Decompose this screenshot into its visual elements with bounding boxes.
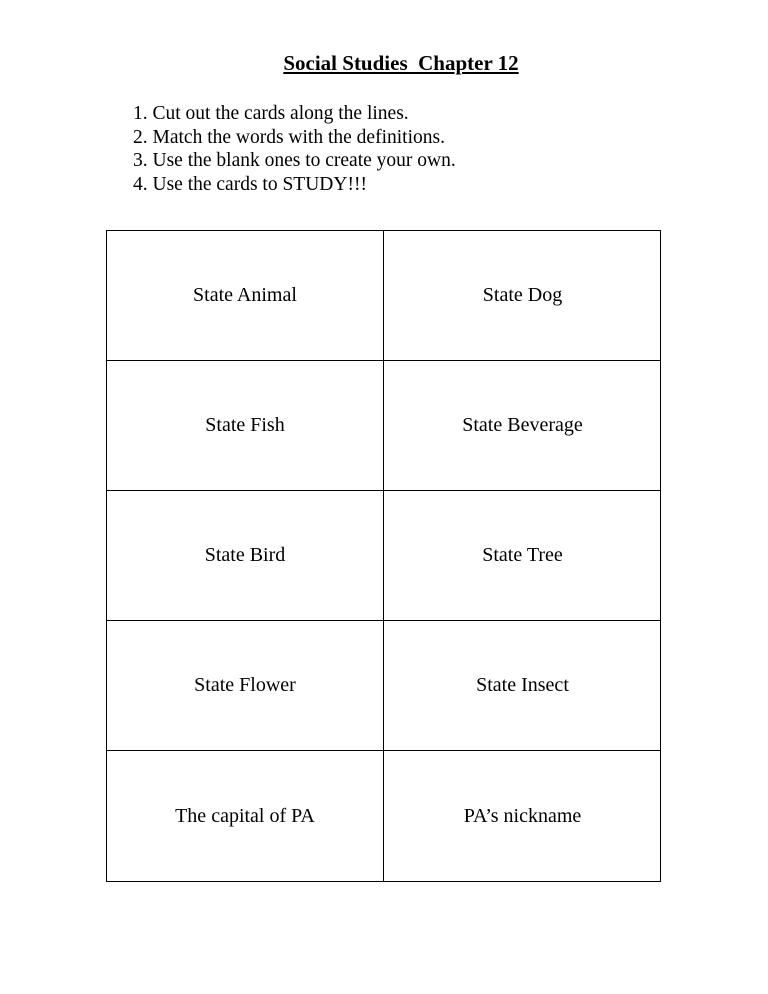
instruction-item: 4. Use the cards to STUDY!!!: [133, 173, 367, 195]
card-state-beverage: State Beverage: [384, 361, 661, 491]
card-state-insect: State Insect: [384, 621, 661, 751]
card-state-animal: State Animal: [107, 231, 384, 361]
card-state-flower: State Flower: [107, 621, 384, 751]
card-state-fish: State Fish: [107, 361, 384, 491]
instruction-item: 3. Use the blank ones to create your own.: [133, 150, 456, 171]
card-grid: [106, 230, 661, 882]
card-state-bird: State Bird: [107, 491, 384, 621]
card-pa-nickname: PA’s nickname: [463, 804, 582, 827]
card-state-dog: State Dog: [384, 231, 661, 361]
card-capital-of-pa: The capital of PA: [107, 751, 384, 881]
instructions-list: [133, 102, 456, 196]
instruction-item: 1. Cut out the cards along the lines.: [133, 103, 409, 124]
instruction-item: 2. Match the words with the definitions.: [133, 126, 445, 148]
page-title: Social Studies Chapter 12: [283, 51, 519, 75]
card-state-tree: State Tree: [384, 491, 661, 621]
